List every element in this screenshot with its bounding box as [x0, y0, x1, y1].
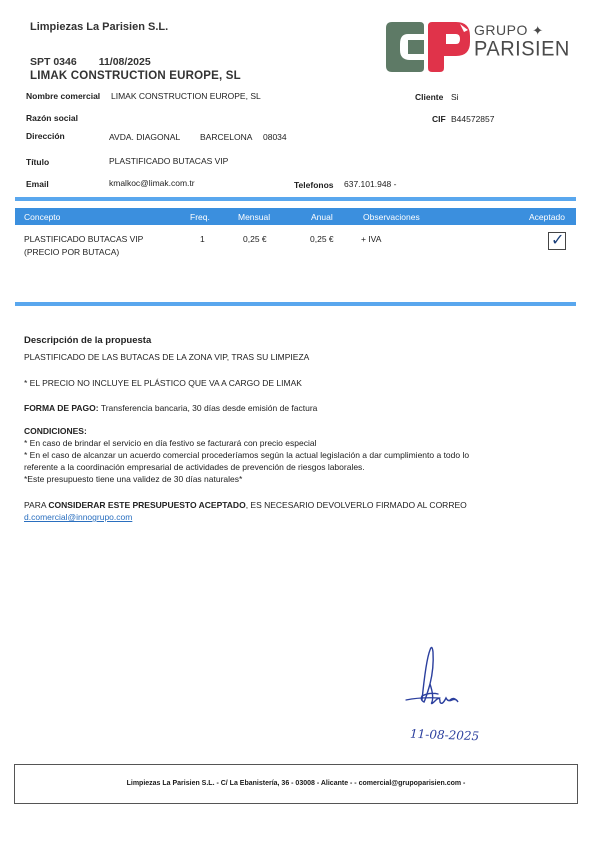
logo-text-parisien: PARISIEN: [474, 37, 570, 61]
header-observaciones: Observaciones: [363, 212, 420, 222]
condicion-1: * En caso de brindar el servicio en día festivo se facturará con precio especial: [24, 438, 317, 448]
signature-date: 11-08-2025: [409, 726, 480, 744]
ciudad-value: BARCELONA: [200, 132, 253, 142]
row-anual: 0,25 €: [310, 234, 334, 244]
description-line2: * EL PRECIO NO INCLUYE EL PLÁSTICO QUE VA A CARGO DE LIMAK: [24, 378, 302, 388]
cliente-label: Cliente: [415, 92, 444, 102]
document-reference: [30, 56, 173, 68]
top-divider: [15, 197, 576, 201]
razon-social-label: Razón social: [26, 113, 78, 123]
spt-number: SPT 0346: [30, 56, 77, 68]
header-mensual: Mensual: [238, 212, 271, 222]
condicion-3: referente a la coordinación empresarial de actividades de prevención de riesgos laborales.: [24, 462, 365, 472]
row-mensual: 0,25 €: [243, 234, 267, 244]
direccion-value: AVDA. DIAGONAL: [109, 132, 181, 142]
row-observaciones: + IVA: [361, 234, 382, 244]
forma-pago-value: Transferencia bancaria, 30 días desde emisión de factura: [100, 403, 318, 413]
forma-pago: [24, 403, 317, 415]
acceptance-note: [24, 500, 467, 512]
condicion-2: * En el caso de alcanzar un acuerdo comercial procederíamos según la actual legislación a dar cumplimiento a todo lo: [24, 450, 470, 460]
footer: Limpiezas La Parisien S.L. - C/ La Ebanistería, 36 - 03008 - Alicante - - comercial@grupoparisien.com -: [14, 764, 578, 804]
company-name: Limpiezas La Parisien S.L.: [30, 21, 169, 33]
forma-pago-label: FORMA DE PAGO:: [24, 403, 99, 413]
row-freq: 1: [200, 234, 205, 244]
condiciones-label: CONDICIONES:: [24, 426, 87, 436]
header-anual: Anual: [311, 212, 333, 222]
titulo-value: PLASTIFICADO BUTACAS VIP: [109, 156, 229, 166]
acceptance-note-pre: PARA: [24, 500, 49, 510]
cif-value: B44572857: [451, 114, 495, 124]
header-aceptado: Aceptado: [529, 212, 565, 222]
acceptance-note-bold: CONSIDERAR ESTE PRESUPUESTO ACEPTADO: [48, 500, 246, 510]
cp-value: 08034: [263, 132, 287, 142]
accepted-checkbox[interactable]: [548, 232, 566, 250]
acceptance-note-post: , ES NECESARIO DEVOLVERLO FIRMADO AL CORREO: [245, 500, 467, 510]
description-title: Descripción de la propuesta: [24, 335, 152, 346]
cliente-value: Si: [451, 92, 459, 102]
row-concepto: [24, 233, 143, 259]
header-freq: Freq.: [190, 212, 210, 222]
header-concepto: Concepto: [24, 212, 61, 222]
checkmark-icon: ✓: [551, 230, 565, 249]
condicion-4: *Este presupuesto tiene una validez de 30 días naturales*: [24, 474, 243, 484]
document-date: 11/08/2025: [98, 56, 151, 68]
nombre-comercial-label: Nombre comercial: [26, 91, 101, 101]
star-icon: ✦: [532, 23, 544, 38]
email-value: kmalkoc@limak.com.tr: [109, 178, 195, 188]
cif-label: CIF: [432, 114, 446, 124]
row-concepto-line2: (PRECIO POR BUTACA): [24, 247, 120, 257]
table-bottom-divider: [15, 302, 576, 306]
client-name: LIMAK CONSTRUCTION EUROPE, SL: [30, 70, 241, 82]
table-header: [15, 208, 576, 225]
direccion-label: Dirección: [26, 131, 65, 141]
telefonos-label: Telefonos: [294, 180, 334, 190]
telefonos-value: 637.101.948 -: [344, 179, 397, 189]
logo-text-grupo: GRUPO ✦: [474, 22, 544, 38]
titulo-label: Título: [26, 157, 50, 167]
row-concepto-line1: PLASTIFICADO BUTACAS VIP: [24, 234, 144, 244]
nombre-comercial-value: LIMAK CONSTRUCTION EUROPE, SL: [111, 91, 261, 101]
email-link[interactable]: d.comercial@innogrupo.com: [24, 512, 133, 522]
description-line1: PLASTIFICADO DE LAS BUTACAS DE LA ZONA VIP, TRAS SU LIMPIEZA: [24, 352, 310, 362]
email-label: Email: [26, 179, 49, 189]
